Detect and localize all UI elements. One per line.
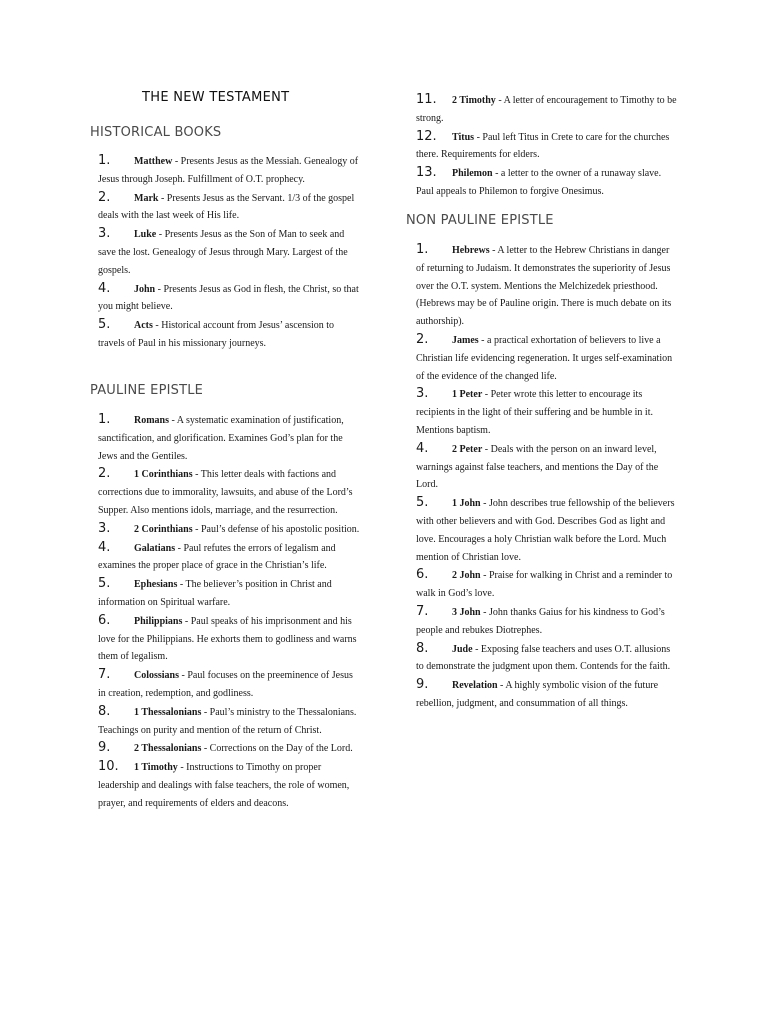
book-entry: [98, 189, 360, 226]
book-entry: [98, 465, 360, 519]
section-heading-pauline: PAULINE EPISTLE: [90, 383, 204, 398]
book-entry: [98, 703, 360, 740]
book-number: 9.: [416, 677, 429, 693]
book-number: 2.: [98, 466, 111, 482]
book-name: 2 Peter: [452, 443, 483, 455]
book-entry: [98, 520, 360, 539]
book-name: Jude: [452, 643, 473, 655]
pauline-epistle-list-continued: [416, 91, 678, 201]
book-entry: [98, 758, 360, 812]
book-name: 2 John: [452, 570, 481, 582]
book-description: - Presents Jesus as the Servant. 1/3 of the gospel deals with the last week of His life.: [98, 192, 355, 222]
book-entry: [416, 128, 678, 165]
book-description: - Corrections on the Day of the Lord.: [201, 743, 353, 755]
book-number: 9.: [98, 740, 111, 756]
book-number: 6.: [416, 567, 429, 583]
book-name: 2 Thessalonians: [134, 743, 202, 755]
book-name: 2 Corinthians: [134, 523, 193, 535]
section-heading-historical: HISTORICAL BOOKS: [90, 125, 222, 140]
book-description: - Exposing false teachers and uses O.T. allusions to demonstrate the judgment upon them. Contends for the faith.: [416, 643, 671, 673]
book-entry: [98, 411, 360, 465]
book-entry: [416, 603, 678, 640]
book-name: Philemon: [452, 168, 493, 180]
non-pauline-epistle-list: [416, 241, 678, 713]
book-description: - Paul refutes the errors of legalism and examines the proper place of grace in the Christian’s life.: [98, 542, 336, 572]
book-name: 2 Timothy: [452, 95, 496, 106]
book-number: 5.: [98, 317, 111, 333]
book-description: - Paul’s defense of his apostolic position.: [192, 523, 360, 535]
book-name: Colossians: [134, 670, 180, 682]
book-number: 10.: [98, 759, 119, 775]
book-description: - Presents Jesus as God in flesh, the Christ, so that you might believe.: [98, 283, 359, 313]
book-number: 2.: [98, 189, 111, 205]
book-entry: [98, 225, 360, 279]
book-name: Romans: [134, 415, 170, 426]
book-name: Luke: [134, 229, 157, 241]
book-name: 1 Thessalonians: [134, 706, 202, 718]
book-description: - This letter deals with factions and corrections due to immorality, lawsuits, and abuse of the Lord’s Supper. Also mentions idols, marriage, and the resurrection.: [98, 469, 353, 516]
book-entry: [98, 612, 360, 666]
book-entry: [416, 676, 678, 713]
book-entry: [416, 164, 678, 201]
book-description: - Paul’s ministry to the Thessalonians. Teachings on purity and mention of the return of Christ.: [98, 706, 357, 736]
book-number: 3.: [98, 520, 111, 536]
book-number: 11.: [416, 92, 437, 107]
book-name: Mark: [134, 192, 159, 204]
book-entry: [98, 280, 360, 317]
book-number: 7.: [416, 603, 429, 619]
book-description: - Historical account from Jesus’ ascension to travels of Paul in his missionary journeys.: [98, 320, 335, 349]
book-number: 13.: [416, 165, 437, 181]
book-number: 4.: [98, 280, 111, 296]
book-description: - Paul focuses on the preeminence of Jesus in creation, redemption, and godliness.: [98, 670, 353, 699]
book-description: - Peter wrote this letter to encourage its recipients in the light of their suffering and be humble in it. Mentions baptism.: [416, 389, 653, 436]
book-entry: [98, 666, 360, 703]
book-number: 5.: [98, 576, 111, 592]
book-name: Titus: [452, 131, 475, 143]
book-number: 6.: [98, 612, 111, 628]
book-number: 1.: [98, 412, 111, 427]
book-entry: [98, 316, 360, 353]
book-number: 1.: [416, 242, 429, 257]
book-name: James: [452, 334, 479, 346]
book-description: - The believer’s position in Christ and information on Spiritual warfare.: [98, 579, 332, 608]
book-description: - John describes true fellowship of the believers with other believers and with God. Describes God as light and love. Encourages a holy Christian walk before the Lord. Much mention of Christian love.: [416, 498, 675, 563]
book-name: Matthew: [134, 156, 173, 167]
book-name: Hebrews: [452, 245, 490, 256]
book-number: 4.: [416, 440, 429, 456]
book-entry: [98, 739, 360, 758]
book-entry: [416, 440, 678, 494]
book-number: 3.: [416, 386, 429, 402]
book-number: 8.: [98, 703, 111, 719]
book-description: - A letter of encouragement to Timothy to be strong.: [416, 95, 677, 124]
book-description: - A letter to the Hebrew Christians in danger of returning to Judaism. It demonstrates the superiority of Jesus over the O.T. system. Mentions the Melchizedek priesthood. (Hebrews may be of Pauline origin. There is much debate on its authorship).: [416, 245, 672, 328]
book-name: 1 Corinthians: [134, 469, 193, 481]
book-name: 1 Timothy: [134, 762, 178, 774]
book-description: - Presents Jesus as the Son of Man to seek and save the lost. Genealogy of Jesus through Mary. Largest of the gospels.: [98, 229, 348, 276]
book-name: Galatians: [134, 542, 176, 554]
book-entry: [98, 539, 360, 576]
book-description: - John thanks Gaius for his kindness to God’s people and rebukes Diotrephes.: [416, 606, 665, 636]
pauline-epistle-list: [98, 411, 360, 813]
book-name: 1 John: [452, 498, 481, 510]
book-description: - Presents Jesus as the Messiah. Genealogy of Jesus through Joseph. Fulfillment of O.T. prophecy.: [98, 156, 359, 185]
document-title: THE NEW TESTAMENT: [142, 90, 290, 105]
book-entry: [416, 385, 678, 439]
book-description: - Paul speaks of his imprisonment and his love for the Philippians. He exhorts them to godliness and warns them of legalism.: [98, 615, 357, 663]
book-entry: [416, 241, 678, 331]
book-number: 7.: [98, 667, 111, 683]
book-name: 1 Peter: [452, 389, 483, 401]
book-description: - Deals with the person on an inward level, warnings against false teachers, and mentions the Day of the Lord.: [416, 443, 659, 491]
book-description: - A highly symbolic vision of the future rebellion, judgment, and consummation of all things.: [416, 680, 659, 709]
book-number: 1.: [98, 153, 111, 168]
book-name: Revelation: [452, 680, 498, 692]
book-description: - A systematic examination of justification, sanctification, and glorification. Examines God’s plan for the Jews and the Gentiles.: [98, 415, 344, 462]
book-name: Ephesians: [134, 579, 178, 591]
book-name: Philippians: [134, 615, 183, 627]
book-name: John: [134, 283, 156, 295]
book-entry: [416, 494, 678, 566]
book-number: 2.: [416, 331, 429, 347]
section-heading-non-pauline: NON PAULINE EPISTLE: [406, 213, 554, 228]
book-entry: [98, 575, 360, 612]
book-entry: [416, 566, 678, 603]
book-description: - a practical exhortation of believers to live a Christian life evidencing regeneration. It urges self-examination of the evidence of the changed life.: [416, 334, 673, 382]
book-description: - Instructions to Timothy on proper leadership and dealings with false teachers, the role of women, prayer, and requirements of elders and deacons.: [98, 762, 350, 809]
book-name: 3 John: [452, 606, 481, 618]
book-entry: [416, 331, 678, 385]
book-number: 5.: [416, 495, 429, 511]
book-number: 3.: [98, 226, 111, 242]
book-description: - Paul left Titus in Crete to care for the churches there. Requirements for elders.: [416, 131, 670, 161]
book-description: - Praise for walking in Christ and a reminder to walk in God’s love.: [416, 570, 673, 600]
book-number: 8.: [416, 640, 429, 656]
book-entry: [416, 640, 678, 677]
book-entry: [98, 152, 360, 189]
historical-books-list: [98, 152, 360, 353]
book-entry: [416, 91, 678, 128]
book-number: 4.: [98, 539, 111, 555]
book-number: 12.: [416, 128, 437, 144]
book-description: - a letter to the owner of a runaway slave. Paul appeals to Philemon to forgive Onesimus.: [416, 168, 662, 197]
book-name: Acts: [134, 320, 153, 332]
